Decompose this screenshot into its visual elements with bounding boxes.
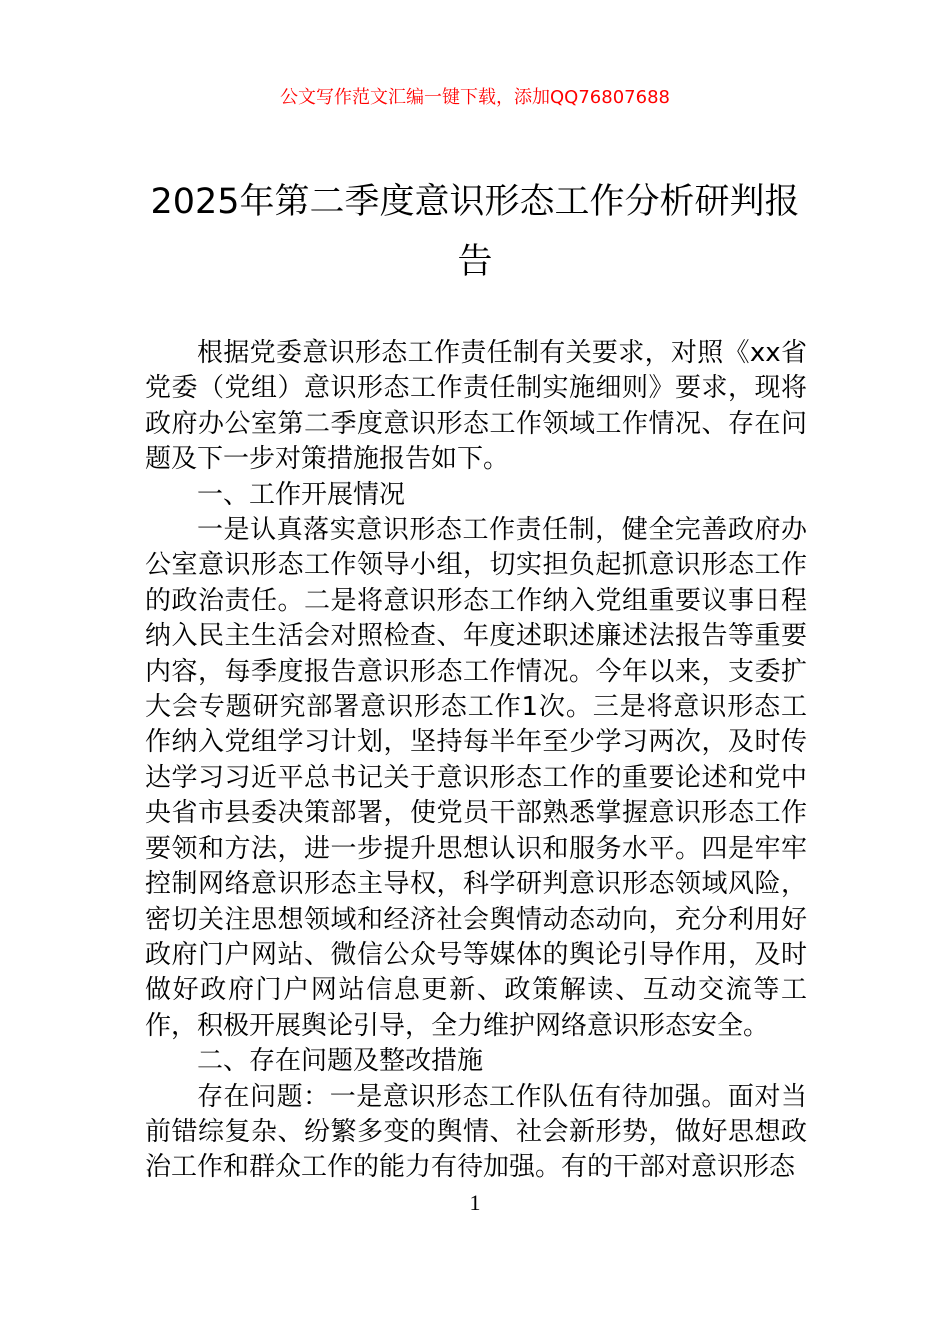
page-number: 1 [469,1190,481,1215]
document-title: 2025年第二季度意识形态工作分析研判报告 [150,182,800,282]
intro-paragraph: 根据党委意识形态工作责任制有关要求，对照《xx省党委（党组）意识形态工作责任制实施细则》要求，现将政府办公室第二季度意识形态工作领域工作情况、存在问题及下一步对策措施报告如下。 [145,338,807,475]
section-heading-2: 二、存在问题及整改措施 [197,1046,484,1077]
problems-paragraph: 存在问题：一是意识形态工作队伍有待加强。面对当前错综复杂、纷繁多变的舆情、社会新形势，做好思想政治工作和群众工作的能力有待加强。有的干部对意识形态 [145,1081,807,1183]
document-body [145,336,807,1186]
download-notice: 公文写作范文汇编一键下载，添加QQ76807688 [280,87,670,108]
work-progress-paragraph: 一是认真落实意识形态工作责任制，健全完善政府办公室意识形态工作领导小组，切实担负起抓意识形态工作的政治责任。二是将意识形态工作纳入党组重要议事日程纳入民主生活会对照检查、年度述职述廉述法报告等重要内容，每季度报告意识形态工作情况。今年以来，支委扩大会专题研究部署意识形态工作1次。三是将意识形态工作纳入党组学习计划，坚持每半年至少学习两次，及时传达学习习近平总书记关于意识形态工作的重要论述和党中央省市县委决策部署，使党员干部熟悉掌握意识形态工作要领和方法，进一步提升思想认识和服务水平。四是牢牢控制网络意识形态主导权，科学研判意识形态领域风险，密切关注思想领域和经济社会舆情动态动向，充分利用好政府门户网站、微信公众号等媒体的舆论引导作用，及时做好政府门户网站信息更新、政策解读、互动交流等工作，积极开展舆论引导，全力维护网络意识形态安全。 [145,515,807,1041]
section-heading-1: 一、工作开展情况 [197,479,406,510]
